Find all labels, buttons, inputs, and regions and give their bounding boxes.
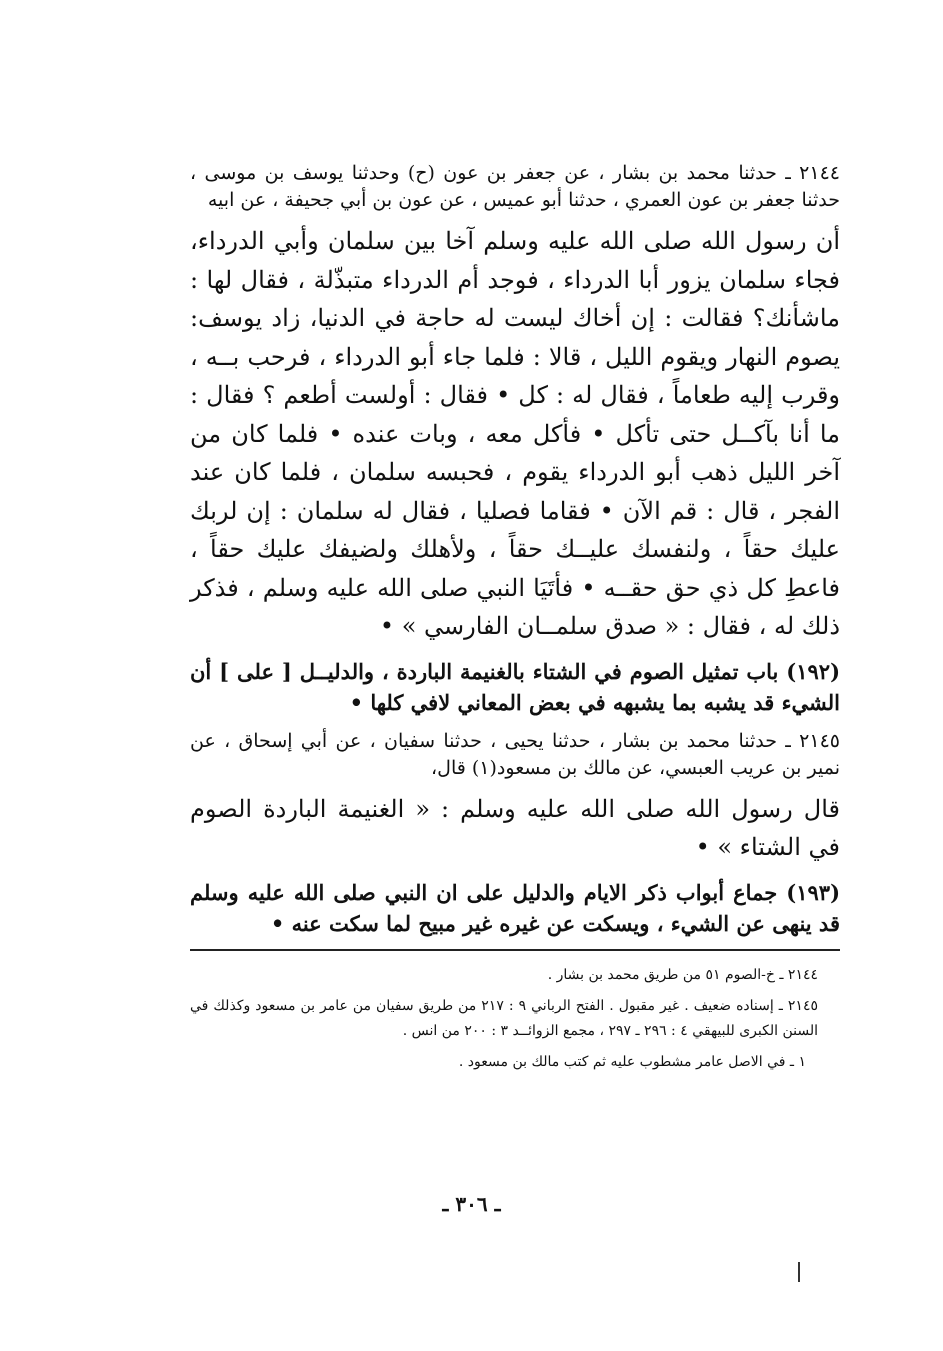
hadith-2144-isnad: ٢١٤٤ ـ حدثنا محمد بن بشار ، عن جعفر بن عون (ح) وحدثنا يوسف بن موسى ، حدثنا جعفر بن عون العمري ، حدثنا أبو عميس ، عن عون بن أبي جحيفة ، عن ابيه [190,162,840,211]
footnote-2144: ٢١٤٤ ـ خ-الصوم ٥١ من طريق محمد بن بشار . [547,966,818,983]
footnote-1: ١ ـ في الاصل عامر مشطوب عليه ثم كتب مالك بن مسعود . [458,1053,806,1070]
chapter-heading-192: (١٩٢) باب تمثيل الصوم في الشتاء بالغنيمة الباردة ، والدليــل [ على ] أن الشيء قد يشبه بما يشبهه في بعض المعاني لافي كلها • [190,658,840,715]
hadith-2144-matn: أن رسول الله صلى الله عليه وسلم آخا بين سلمان وأبي الدرداء، فجاء سلمان يزور أبا الدرداء ، فوجد أم الدرداء متبذّلة ، فقال لها : ماشأنك؟ فقالت : إن أخاك ليست له حاجة في الدنيا، زاد يوسف: يصوم النهار ويقوم الليل ، قالا : فلما جاء أبو الدرداء ، فرحب بــه ، وقرب إليه طعاماً ، فقال له : كل • فقال : أولست أطعم ؟ فقال : ما أنا بآكــل حتى تأكل • فأكل معه ، وبات عنده • فلما كان من آخر الليل ذهب أبو الدرداء يقوم ، فحبسه سلمان ، فلما كان عند الفجر ، قال : قم الآن • فقاما فصليا ، فقال له سلمان : إن لربك عليك حقاً ، ولنفسك عليــك حقاً ، ولأهلك ولضيفك عليك حقاً ، فاعطِ كل ذي حق حقــه • فأتَيَا النبي صلى الله عليه وسلم ، فذكر ذلك له ، فقال : « صدق سلمــان الفارسي » • [190,227,840,640]
footnote-divider [190,949,840,951]
scan-mark [798,1262,800,1282]
hadith-2145-matn: قال رسول الله صلى الله عليه وسلم : « الغنيمة الباردة الصوم في الشتاء » • [190,794,840,861]
hadith-2145-isnad: ٢١٤٥ ـ حدثنا محمد بن بشار ، حدثنا يحيى ، حدثنا سفيان ، عن أبي إسحاق ، عن نمير بن عريب العبسي، عن مالك بن مسعود(١) قال، [190,729,840,779]
page-body [190,160,840,1081]
page-number: ـ ٣٠٦ ـ [442,1192,501,1216]
footnote-2145: ٢١٤٥ ـ إسناده ضعيف . غير مقبول . الفتح الرباني ٩ : ٢١٧ من طريق سفيان من عامر بن مسعود وكذلك في السنن الكبرى للبيهقي ٤ : ٢٩٦ ـ ٢٩٧ ، مجمع الزوائــد ٣ : ٢٠٠ من انس . [190,997,818,1039]
chapter-heading-193: (١٩٣) جماع أبواب ذكر الايام والدليل على ان النبي صلى الله عليه وسلم قد ينهى عن الشيء ، ويسكت عن غيره غير مبيح لما سكت عنه • [190,879,840,936]
